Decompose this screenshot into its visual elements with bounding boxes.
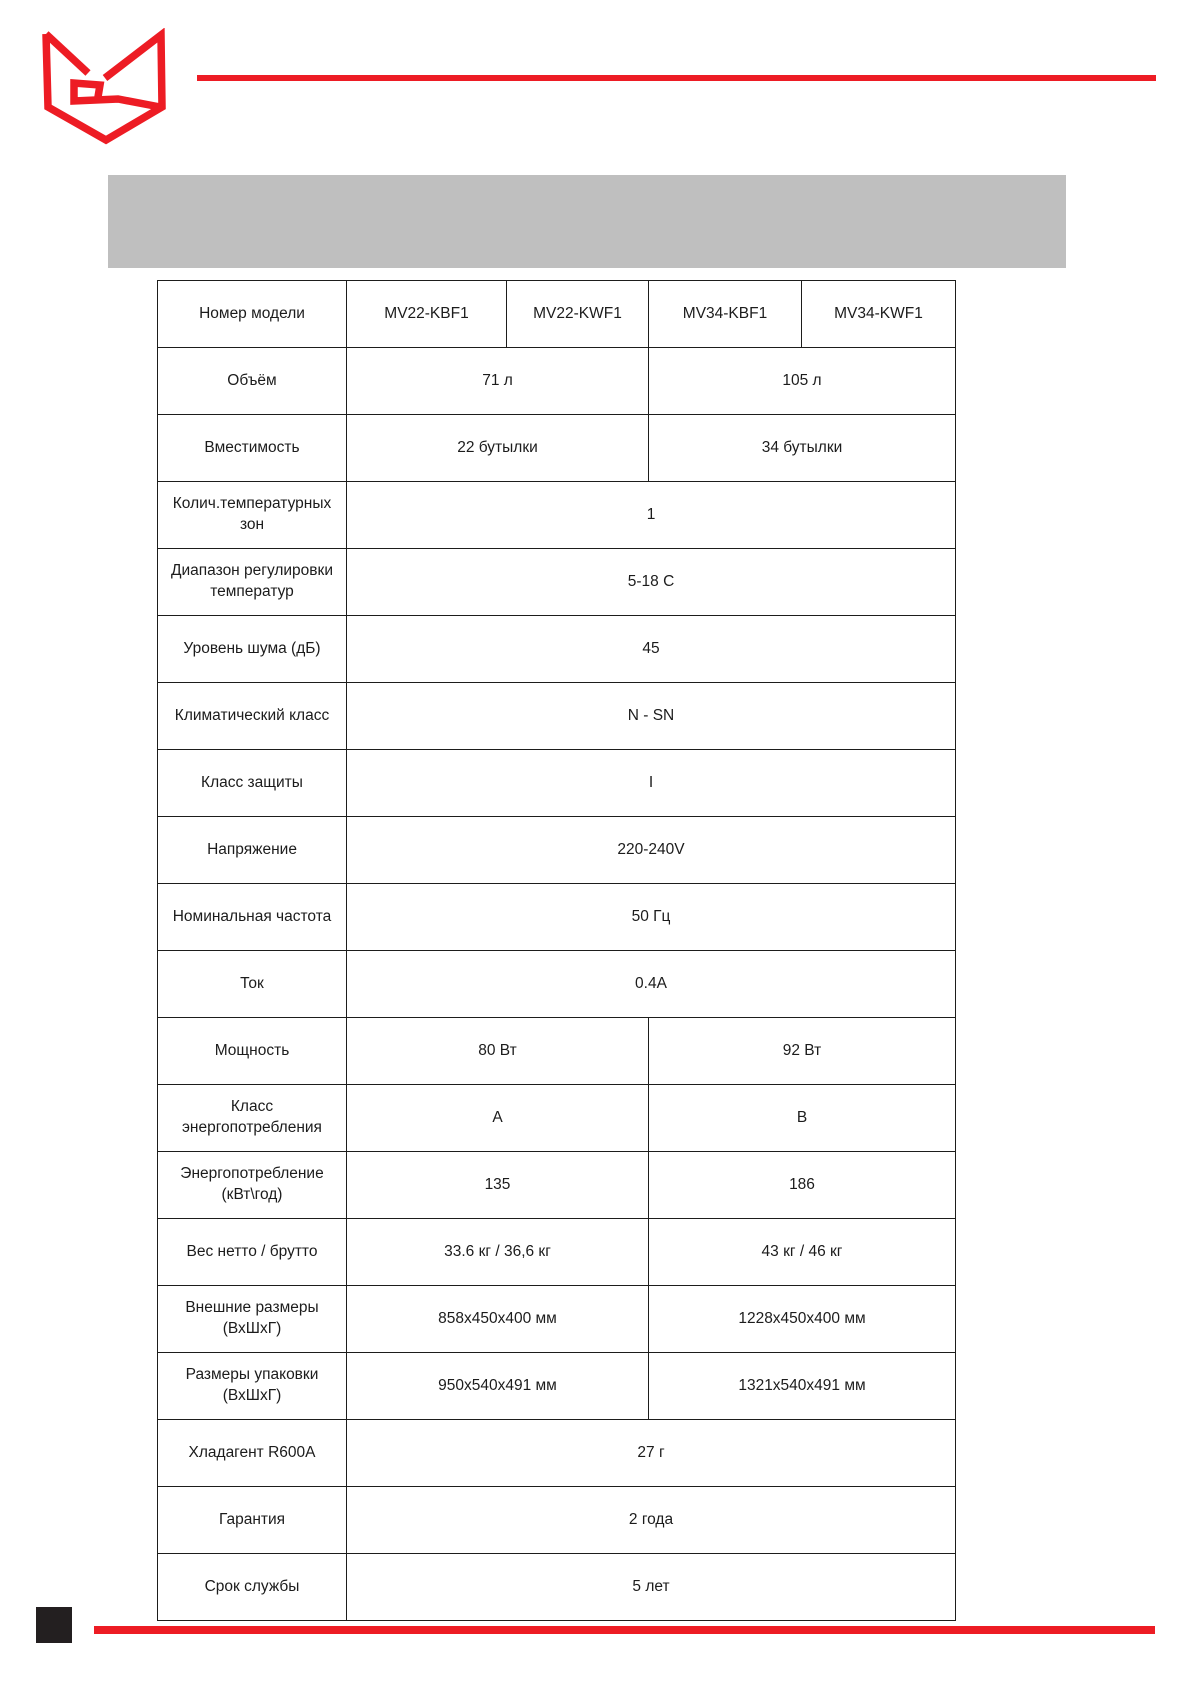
model-header: MV34-KBF1 xyxy=(649,281,802,348)
table-row xyxy=(158,1420,956,1487)
row-label: Диапазон регулировки температур xyxy=(158,549,347,616)
row-value: 92 Вт xyxy=(649,1018,956,1085)
table-row xyxy=(158,1487,956,1554)
table-row xyxy=(158,817,956,884)
table-row xyxy=(158,951,956,1018)
table-row xyxy=(158,482,956,549)
row-value: 50 Гц xyxy=(347,884,956,951)
row-label: Хладагент R600A xyxy=(158,1420,347,1487)
table-row xyxy=(158,1018,956,1085)
row-label: Климатический класс xyxy=(158,683,347,750)
row-value: 43 кг / 46 кг xyxy=(649,1219,956,1286)
table-row xyxy=(158,1085,956,1152)
footer-page-marker xyxy=(36,1607,72,1643)
row-value: 858х450х400 мм xyxy=(347,1286,649,1353)
row-value: 186 xyxy=(649,1152,956,1219)
brand-logo-icon xyxy=(40,28,170,146)
table-row xyxy=(158,1152,956,1219)
model-header: MV22-KWF1 xyxy=(507,281,649,348)
row-value: N - SN xyxy=(347,683,956,750)
row-label: Номинальная частота xyxy=(158,884,347,951)
row-label: Размеры упаковки (ВхШхГ) xyxy=(158,1353,347,1420)
logo-center-hook xyxy=(74,83,160,107)
row-label: Гарантия xyxy=(158,1487,347,1554)
footer-rule xyxy=(94,1626,1155,1634)
row-label: Срок службы xyxy=(158,1554,347,1621)
table-row xyxy=(158,884,956,951)
table-row xyxy=(158,1353,956,1420)
row-label: Колич.температурных зон xyxy=(158,482,347,549)
row-value: A xyxy=(347,1085,649,1152)
row-value: 45 xyxy=(347,616,956,683)
row-value: 80 Вт xyxy=(347,1018,649,1085)
table-row xyxy=(158,1286,956,1353)
row-label: Класс энергопотребления xyxy=(158,1085,347,1152)
row-value: 1321х540х491 мм xyxy=(649,1353,956,1420)
spec-table xyxy=(157,280,956,1621)
row-value: 5 лет xyxy=(347,1554,956,1621)
model-header: MV22-KBF1 xyxy=(347,281,507,348)
row-value: 950х540х491 мм xyxy=(347,1353,649,1420)
row-label: Вес нетто / брутто xyxy=(158,1219,347,1286)
table-row xyxy=(158,549,956,616)
table-row xyxy=(158,415,956,482)
row-value: 34 бутылки xyxy=(649,415,956,482)
table-row xyxy=(158,348,956,415)
table-header-row xyxy=(158,281,956,348)
table-row xyxy=(158,1219,956,1286)
table-row xyxy=(158,683,956,750)
row-label: Класс защиты xyxy=(158,750,347,817)
row-value: I xyxy=(347,750,956,817)
header-rule xyxy=(197,75,1156,81)
row-value: 5-18 C xyxy=(347,549,956,616)
section-banner xyxy=(108,175,1066,268)
logo-left-diagonal xyxy=(46,34,88,73)
row-label: Мощность xyxy=(158,1018,347,1085)
row-label: Уровень шума (дБ) xyxy=(158,616,347,683)
row-label: Напряжение xyxy=(158,817,347,884)
row-value: 220-240V xyxy=(347,817,956,884)
row-label: Объём xyxy=(158,348,347,415)
row-value: 22 бутылки xyxy=(347,415,649,482)
row-label: Вместимость xyxy=(158,415,347,482)
table-row xyxy=(158,616,956,683)
row-value: 1228х450х400 мм xyxy=(649,1286,956,1353)
row-value: B xyxy=(649,1085,956,1152)
table-row xyxy=(158,750,956,817)
row-value: 33.6 кг / 36,6 кг xyxy=(347,1219,649,1286)
model-header: MV34-KWF1 xyxy=(802,281,956,348)
row-value: 1 xyxy=(347,482,956,549)
row-value: 0.4A xyxy=(347,951,956,1018)
row-label: Ток xyxy=(158,951,347,1018)
row-label: Номер модели xyxy=(158,281,347,348)
row-label: Внешние размеры (ВхШхГ) xyxy=(158,1286,347,1353)
table-row xyxy=(158,1554,956,1621)
row-value: 2 года xyxy=(347,1487,956,1554)
row-value: 135 xyxy=(347,1152,649,1219)
row-label: Энергопотребление (кВт\год) xyxy=(158,1152,347,1219)
row-value: 27 г xyxy=(347,1420,956,1487)
row-value: 71 л xyxy=(347,348,649,415)
row-value: 105 л xyxy=(649,348,956,415)
